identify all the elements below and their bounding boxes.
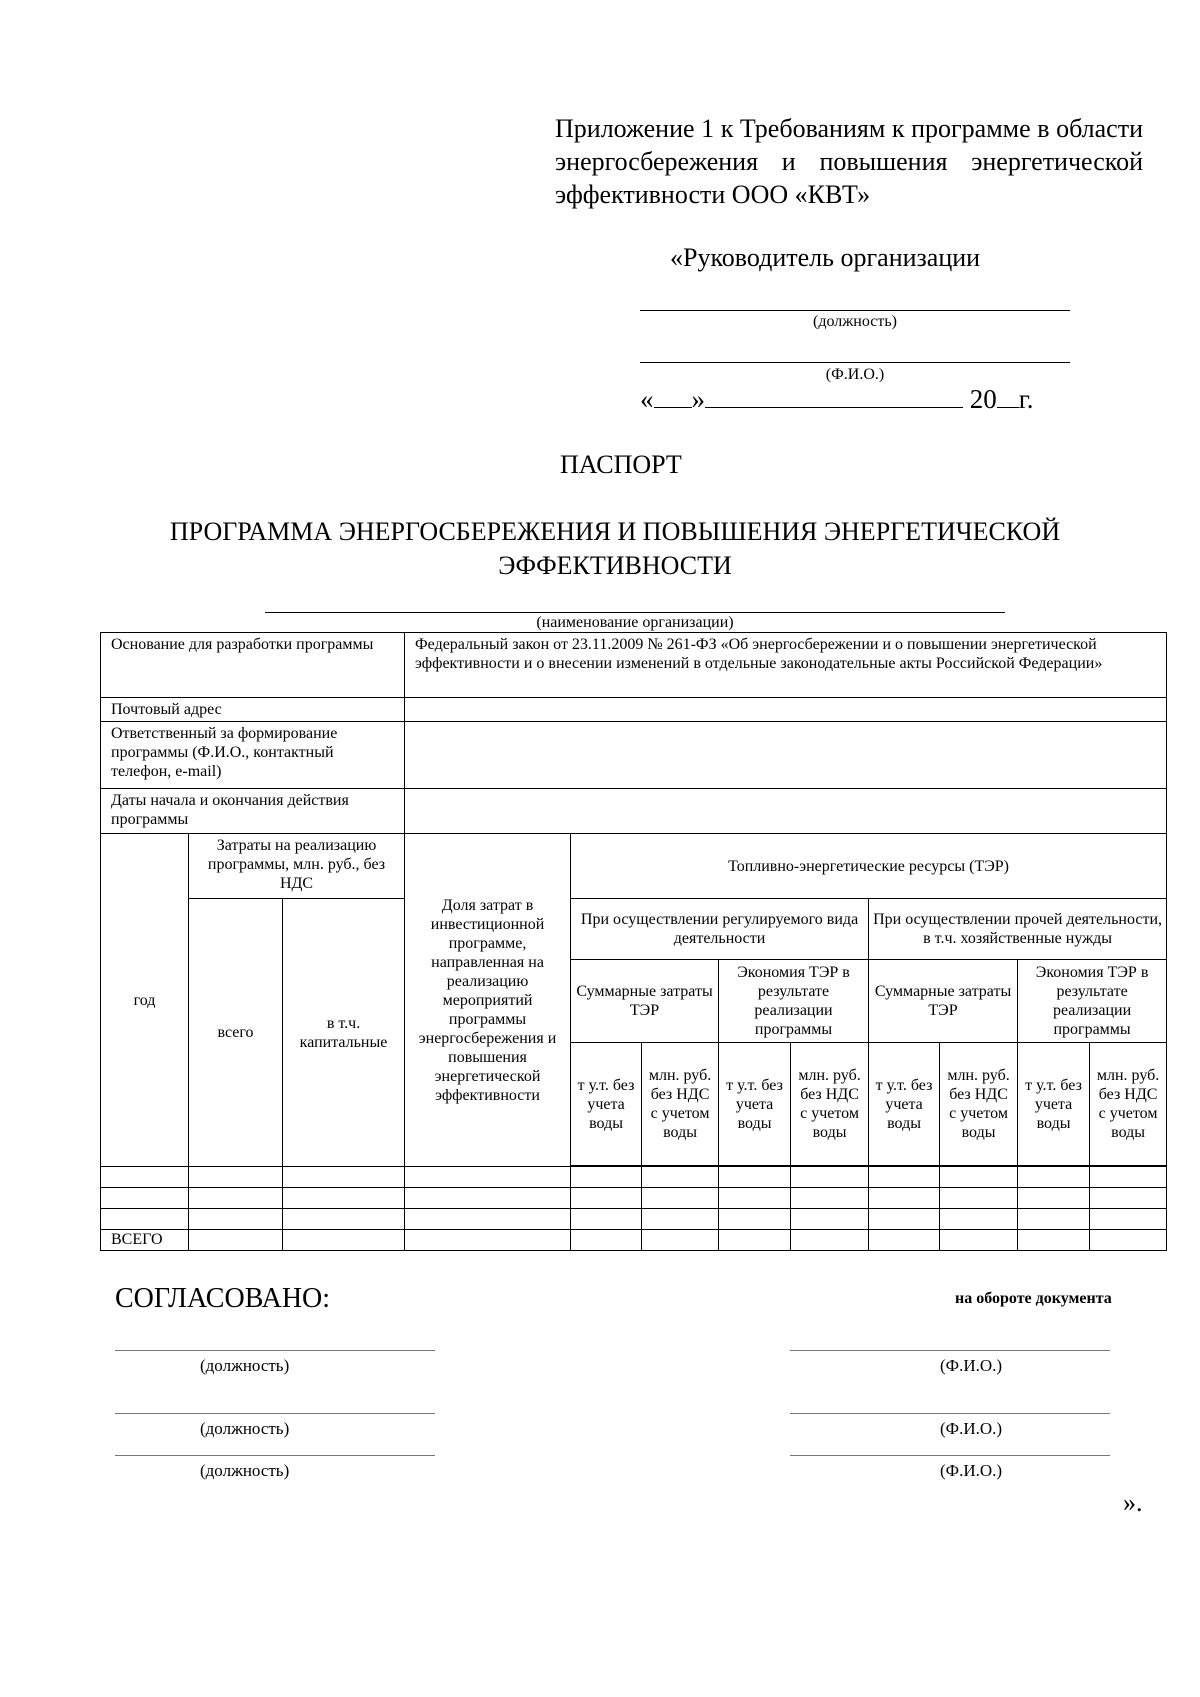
unit-rub: млн. руб. без НДС с учетом воды	[791, 1043, 869, 1166]
unit-tut: т у.т. без учета воды	[571, 1043, 642, 1166]
date-close-quote: »	[691, 384, 705, 414]
table-row	[101, 1188, 1167, 1209]
date-year-suffix: г.	[1018, 384, 1034, 414]
passport-title: ПАСПОРТ	[560, 450, 682, 479]
info-row	[101, 633, 1167, 698]
header-costs: Затраты на реализацию программы, млн. руб., без НДС	[189, 834, 405, 899]
date-year: 20	[969, 384, 997, 414]
position-line	[640, 310, 1070, 311]
end-quote-mark: ».	[1123, 1488, 1143, 1517]
signature-position-caption: (должность)	[200, 1461, 290, 1480]
info-row	[101, 722, 1167, 789]
org-name-line	[265, 612, 1005, 613]
signature-line	[115, 1413, 435, 1414]
signature-line	[790, 1413, 1110, 1414]
agreed-title: СОГЛАСОВАНО:	[115, 1283, 331, 1314]
unit-rub: млн. руб. без НДС с учетом воды	[1090, 1043, 1167, 1166]
reverse-note: на обороте документа	[955, 1290, 1112, 1307]
info-value	[405, 698, 1167, 722]
program-title: ПРОГРАММА ЭНЕРГОСБЕРЕЖЕНИЯ И ПОВЫШЕНИЯ ЭНЕРГЕТИЧЕСКОЙ ЭФФЕКТИВНОСТИ	[169, 517, 1061, 580]
header-ter: Топливно-энергетические ресурсы (ТЭР)	[571, 834, 1167, 899]
unit-tut: т у.т. без учета воды	[869, 1043, 940, 1166]
signature-line	[790, 1455, 1110, 1456]
approval-date	[640, 384, 1034, 415]
signature-line	[790, 1350, 1110, 1351]
info-value	[405, 722, 1167, 789]
fio-caption: (Ф.И.О.)	[825, 366, 885, 383]
info-value	[405, 789, 1167, 834]
header-share: Доля затрат в инвестиционной программе, направленная на реализацию мероприятий программы энергосбережения и повышения энергетической эффективности	[405, 834, 571, 1167]
unit-tut: т у.т. без учета воды	[1018, 1043, 1090, 1166]
signature-fio-caption: (Ф.И.О.)	[940, 1419, 1003, 1438]
position-caption: (должность)	[813, 313, 897, 330]
total-row-label: ВСЕГО	[101, 1230, 189, 1251]
signature-fio-caption: (Ф.И.О.)	[940, 1356, 1003, 1375]
header-row	[101, 899, 1167, 960]
header-savings: Экономия ТЭР в результате реализации программы	[719, 960, 869, 1043]
info-label: Ответственный за формирование программы (Ф.И.О., контактный телефон, e-mail)	[101, 722, 405, 789]
header-total-costs: Суммарные затраты ТЭР	[571, 960, 719, 1043]
signature-fio-caption: (Ф.И.О.)	[940, 1461, 1003, 1480]
header-row	[101, 834, 1167, 899]
passport-table	[100, 632, 1167, 1251]
unit-rub: млн. руб. без НДС с учетом воды	[642, 1043, 719, 1166]
header-savings: Экономия ТЭР в результате реализации программы	[1018, 960, 1167, 1043]
signature-line	[115, 1350, 435, 1351]
header-year: год	[101, 834, 189, 1167]
info-label: Почтовый адрес	[101, 698, 405, 722]
header-capital: в т.ч. капитальные	[283, 899, 405, 1167]
unit-tut: т у.т. без учета воды	[719, 1043, 791, 1166]
approval-title: «Руководитель организации	[670, 243, 981, 272]
appendix-note: Приложение 1 к Требованиям к программе в области энергосбережения и повышения энергетической эффективности ООО «КВТ»	[555, 114, 1143, 209]
header-regulated: При осуществлении регулируемого вида деятельности	[571, 899, 869, 960]
signature-line	[115, 1455, 435, 1456]
total-row	[101, 1230, 1167, 1251]
info-label: Основание для разработки программы	[101, 633, 405, 698]
header-total: всего	[189, 899, 283, 1167]
unit-rub: млн. руб. без НДС с учетом воды	[940, 1043, 1018, 1166]
org-caption: (наименование организации)	[536, 614, 734, 631]
table-row	[101, 1167, 1167, 1188]
header-total-costs: Суммарные затраты ТЭР	[869, 960, 1018, 1043]
info-label: Даты начала и окончания действия программы	[101, 789, 405, 834]
info-row	[101, 698, 1167, 722]
header-other: При осуществлении прочей деятельности, в т.ч. хозяйственные нужды	[869, 899, 1167, 960]
signature-position-caption: (должность)	[200, 1419, 290, 1438]
date-open-quote: «	[640, 384, 654, 414]
info-row	[101, 789, 1167, 834]
table-row	[101, 1209, 1167, 1230]
signature-position-caption: (должность)	[200, 1356, 290, 1375]
info-value: Федеральный закон от 23.11.2009 № 261-ФЗ «Об энергосбережении и о повышении энергетической эффективности и о внесении изменений в отдельные законодательные акты Российской Федерации»	[405, 633, 1167, 698]
fio-line	[640, 362, 1070, 363]
